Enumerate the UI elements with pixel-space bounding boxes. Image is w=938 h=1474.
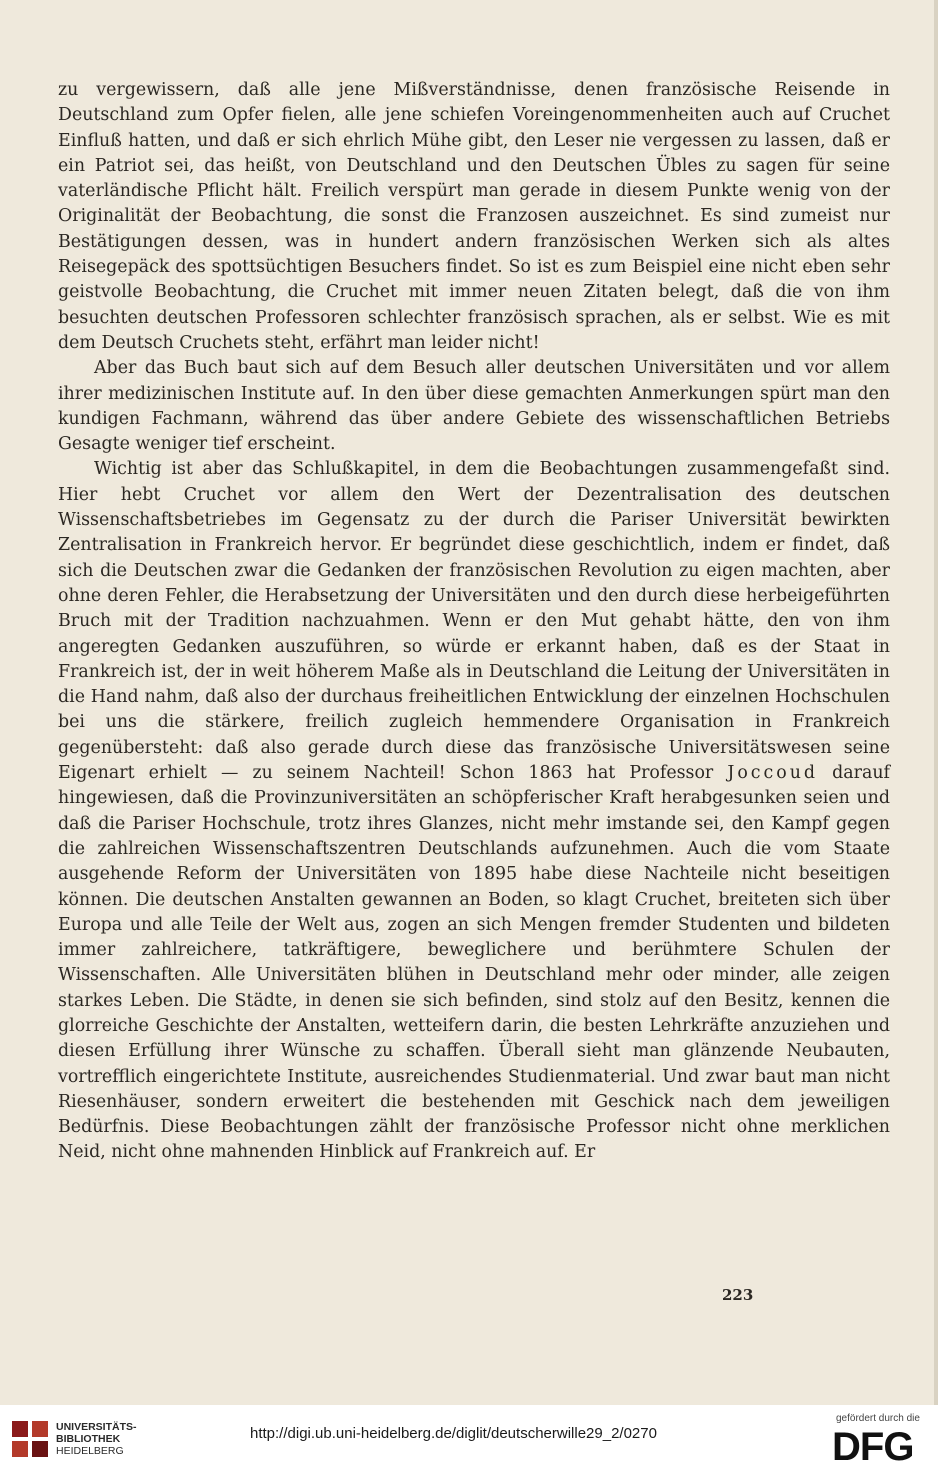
paragraph — [58, 457, 890, 1165]
paragraph — [58, 78, 890, 356]
library-name-line: HEIDELBERG — [56, 1445, 124, 1457]
body-text — [58, 78, 890, 1166]
page-number: 223 — [722, 1286, 754, 1304]
source-url-link[interactable]: http://digi.ub.uni-heidelberg.de/diglit/deutscherwille29_2/0270 — [250, 1425, 657, 1442]
library-name-line: BIBLIOTHEK — [56, 1433, 121, 1445]
library-name-line: UNIVERSITÄTS- — [56, 1421, 137, 1433]
text-run: zu vergewissern, daß alle jene Mißverständnisse, denen französische Reisende in Deutschland zum Opfer fielen, alle jene schiefen Voreingenommenheiten auch auf Cruchet Einfluß hatten, und daß er sich ehrlich Mühe gibt, den Leser nie vergessen zu lassen, daß er ein Patriot sei, das heißt, von Deutschland und den Deutschen Übles zu sagen für seine vaterländische Pflicht hält. Freilich verspürt man gerade in diesem Punkte wenig von der Originalität der Beobachtung, die sonst die Franzosen auszeichnet. Es sind zumeist nur Bestätigungen dessen, was in hundert andern französischen Werken sich als altes Reisegepäck des spottsüchtigen Besuchers findet. So ist es zum Beispiel eine nicht eben sehr geistvolle Beobachtung, die Cruchet mit immer neuen Zitaten belegt, daß die von ihm besuchten deutschen Professoren schlechter französisch sprachen, als er selbst. Wie es mit dem Deutsch Cruchets steht, erfährt man leider nicht! — [58, 80, 890, 353]
funded-by-label: gefördert durch die — [836, 1413, 920, 1424]
university-library-logo-icon — [10, 1419, 50, 1459]
dfg-logo: DFG — [832, 1425, 914, 1469]
viewer-footer — [0, 1405, 938, 1474]
spaced-name: Joccoud — [727, 763, 819, 784]
library-name — [56, 1421, 137, 1457]
paragraph — [58, 356, 890, 457]
text-run: darauf hingewiesen, daß die Provinzuniversitäten an schöpferischer Kraft herabgesunken seien und daß die Pariser Hochschule, trotz ihres Glanzes, nicht mehr imstande sei, den Kampf gegen die zahlreichen Wissenschaftszentren Deutschlands aufzunehmen. Auch die vom Staate ausgehende Reform der Universitäten von 1895 habe diese Nachteile nicht beseitigen können. Die deutschen Anstalten gewannen an Boden, so klagt Cruchet, breiteten sich über Europa und alle Teile der Welt aus, zogen an sich Mengen fremder Studenten und bildeten immer zahlreichere, tatkräftigere, beweglichere und berühmtere Schulen der Wissenschaften. Alle Universitäten blühen in Deutschland mehr oder minder, alle zeigen starkes Leben. Die Städte, in denen sie sich befinden, sind stolz auf den Besitz, kennen die glorreiche Geschichte der Anstalten, wetteifern darin, die besten Lehrkräfte anzuziehen und diesen Erfüllung ihrer Wünsche zu schaffen. Überall sieht man glänzende Neubauten, vortrefflich eingerichtete Institute, ausreichendes Studienmaterial. Und zwar baut man nicht Riesenhäuser, sondern erweitert die bestehenden mit Geschick nach dem jeweiligen Bedürfnis. Diese Beobachtungen zählt der französische Professor nicht ohne merklichen Neid, nicht ohne mahnenden Hinblick auf Frankreich auf. Er — [58, 763, 890, 1163]
text-run: Aber das Buch baut sich auf dem Besuch aller deutschen Universitäten und vor allem ihrer medizinischen Institute auf. In den über diese gemachten Anmerkungen spürt man den kundigen Fachmann, während das über andere Gebiete des wissenschaftlichen Betriebs Gesagte weniger tief erscheint. — [58, 358, 890, 455]
text-run: Wichtig ist aber das Schlußkapitel, in dem die Beobachtungen zusammengefaßt sind. Hier hebt Cruchet vor allem den Wert der Dezentralisation des deutschen Wissenschaftsbetriebes im Gegensatz zu der durch die Pariser Universität bewirkten Zentralisation in Frankreich hervor. Er begründet diese geschichtlich, indem er findet, daß sich die Deutschen zwar die Gedanken der französischen Revolution zu eigen machten, aber ohne deren Fehler, die Herabsetzung der Universitäten und den durch diese herbeigeführten Bruch mit der Tradition nachzuahmen. Wenn er den Mut gehabt hätte, den von ihm angeregten Gedanken auszuführen, so würde er erkannt haben, daß es der Staat in Frankreich ist, der in weit höherem Maße als in Deutschland die Leitung der Universitäten in die Hand nahm, daß also der durchaus freiheitlichen Entwicklung der einzelnen Hochschulen bei uns die stärkere, freilich zugleich hemmendere Organisation in Frankreich gegenübersteht: daß also gerade durch diese das französische Universitätswesen seine Eigenart erhielt — zu seinem Nachteil! Schon 1863 hat Professor — [58, 459, 890, 784]
